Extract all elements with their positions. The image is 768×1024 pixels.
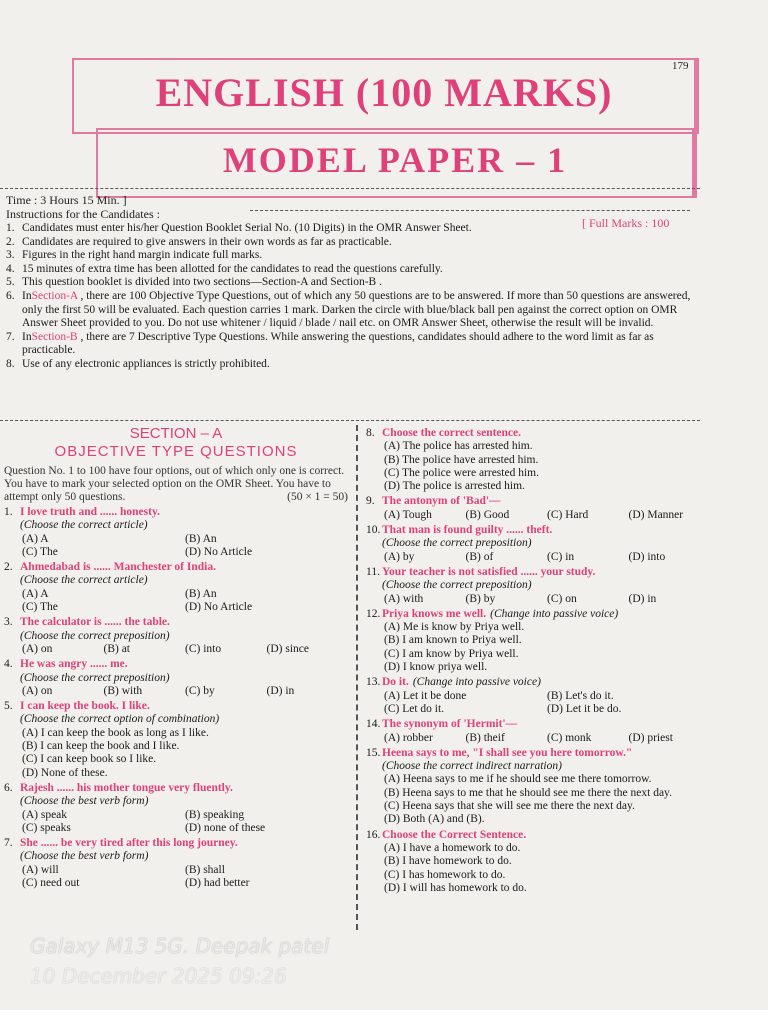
option: (A) by bbox=[384, 550, 415, 563]
question-line bbox=[4, 700, 348, 713]
left-column bbox=[4, 425, 348, 890]
question-text-wrap bbox=[382, 524, 552, 537]
question-item bbox=[4, 837, 348, 890]
question-text-wrap bbox=[382, 718, 517, 731]
options bbox=[22, 727, 348, 780]
instruction-text bbox=[22, 263, 443, 277]
question-instruction: (Choose the correct article) bbox=[20, 519, 148, 532]
option: (B) speaking bbox=[185, 808, 245, 821]
option: (B) The police have arrested him. bbox=[384, 453, 539, 466]
option: (D) into bbox=[628, 550, 666, 563]
option: (A) A bbox=[22, 532, 49, 545]
instruction-body: Candidates must enter his/her Question Booklet Serial No. (10 Digits) in the OMR Answer Sheet. bbox=[22, 222, 472, 234]
option: (A) I can keep the book as long as I like. bbox=[22, 726, 209, 739]
paper-title: ENGLISH (100 MARKS) bbox=[72, 58, 699, 134]
instruction-item bbox=[6, 236, 700, 250]
question-item bbox=[366, 608, 710, 674]
option: (A) with bbox=[384, 592, 424, 605]
options bbox=[22, 533, 348, 560]
option: (B) at bbox=[103, 642, 131, 655]
option: (A) on bbox=[22, 642, 53, 655]
question-text: I can keep the book. I like. bbox=[20, 700, 150, 713]
instruction-text bbox=[22, 236, 392, 250]
question-instruction: (Choose the correct preposition) bbox=[20, 629, 170, 642]
option: (C) into bbox=[185, 642, 222, 655]
question-text-wrap bbox=[20, 782, 233, 795]
question-number: 10. bbox=[366, 524, 381, 537]
instruction-number: 7. bbox=[6, 330, 15, 343]
options bbox=[384, 690, 710, 717]
question-number: 15. bbox=[366, 746, 381, 759]
question-text-wrap bbox=[382, 747, 632, 760]
options bbox=[384, 732, 710, 745]
question-item bbox=[366, 566, 710, 606]
question-text: She ...... be very tired after this long journey. bbox=[20, 837, 238, 850]
instruction-item bbox=[6, 263, 700, 277]
full-marks: [ Full Marks : 100 bbox=[582, 216, 670, 230]
question-line bbox=[366, 427, 710, 440]
option: (A) The police has arrested him. bbox=[384, 440, 533, 453]
options bbox=[22, 809, 348, 836]
question-item bbox=[4, 782, 348, 835]
divider bbox=[0, 188, 700, 189]
question-text: Choose the correct sentence. bbox=[382, 427, 522, 439]
right-column bbox=[366, 425, 710, 895]
question-line bbox=[4, 782, 348, 795]
instruction-prefix: In bbox=[22, 330, 32, 343]
option: (C) I has homework to do. bbox=[384, 868, 506, 881]
question-line bbox=[366, 718, 710, 731]
question-line bbox=[4, 561, 348, 574]
instruction-body: This question booklet is divided into two sections—Section-A and Section-B . bbox=[22, 276, 382, 289]
column-divider bbox=[356, 425, 358, 930]
question-text: The antonym of 'Bad'— bbox=[382, 495, 501, 508]
question-item bbox=[366, 747, 710, 827]
question-text-wrap bbox=[382, 608, 618, 621]
question-line bbox=[366, 608, 710, 621]
options bbox=[22, 685, 348, 698]
question-number: 4. bbox=[4, 658, 13, 671]
instruction-item bbox=[6, 249, 700, 263]
camera-timestamp: 10 December 2025 09:26 bbox=[30, 964, 287, 988]
instruction-number: 8. bbox=[6, 357, 15, 370]
instruction-text bbox=[22, 249, 262, 263]
option: (A) speak bbox=[22, 808, 68, 821]
option: (D) in bbox=[266, 684, 295, 697]
option: (C) The bbox=[22, 545, 58, 558]
question-instruction: (Choose the correct preposition) bbox=[382, 537, 532, 550]
question-text-wrap bbox=[382, 566, 595, 579]
options bbox=[384, 509, 710, 522]
question-text: Your teacher is not satisfied ...... your study. bbox=[382, 565, 596, 578]
question-item bbox=[4, 616, 348, 656]
option: (A) Heena says to me if he should see me there tomorrow. bbox=[384, 773, 652, 786]
option: (C) I am know by Priya well. bbox=[384, 647, 519, 660]
instruction-item bbox=[6, 222, 700, 236]
option: (B) shall bbox=[185, 863, 225, 876]
question-line bbox=[366, 566, 710, 579]
instruction-body: Use of any electronic appliances is strictly prohibited. bbox=[22, 357, 270, 370]
option: (D) in bbox=[628, 592, 657, 605]
question-text-wrap bbox=[20, 700, 150, 713]
questions-right bbox=[366, 427, 710, 895]
option: (B) Let's do it. bbox=[547, 689, 614, 702]
instruction-number: 5. bbox=[6, 276, 15, 289]
option: (B) I can keep the book and I like. bbox=[22, 740, 180, 753]
option: (B) An bbox=[185, 587, 217, 600]
instruction-number: 3. bbox=[6, 249, 15, 262]
option: (C) The police were arrested him. bbox=[384, 466, 539, 479]
question-text-wrap bbox=[382, 427, 521, 440]
instruction-number: 1. bbox=[6, 222, 15, 234]
option: (A) A bbox=[22, 587, 49, 600]
question-text: Heena says to me, "I shall see you here tomorrow." bbox=[382, 746, 633, 759]
question-number: 6. bbox=[4, 781, 13, 794]
options bbox=[384, 842, 710, 895]
question-line bbox=[4, 616, 348, 629]
paper-subtitle: MODEL PAPER – 1 bbox=[96, 128, 697, 198]
option: (C) I can keep book so I like. bbox=[22, 753, 157, 766]
question-instruction: (Choose the correct preposition) bbox=[20, 671, 170, 684]
camera-watermark: Galaxy M13 5G. Deepak patel bbox=[30, 934, 330, 958]
option: (A) will bbox=[22, 863, 59, 876]
instruction-body: , there are 7 Descriptive Type Questions. While answering the questions, candidates should adhere to the word limit as far as practicable. bbox=[22, 330, 654, 357]
option: (B) I have homework to do. bbox=[384, 855, 512, 868]
option: (D) The police is arrested him. bbox=[384, 480, 525, 493]
options bbox=[22, 643, 348, 656]
question-text-wrap bbox=[20, 561, 216, 574]
divider bbox=[250, 210, 690, 211]
question-text-wrap bbox=[382, 829, 526, 842]
instruction-number: 2. bbox=[6, 235, 15, 248]
option: (C) Heena says that she will see me there the next day. bbox=[384, 800, 635, 813]
instruction-item bbox=[6, 290, 700, 331]
question-line bbox=[366, 829, 710, 842]
questions-left bbox=[4, 506, 348, 890]
option: (D) Manner bbox=[628, 508, 684, 521]
question-line bbox=[366, 495, 710, 508]
question-text: Choose the Correct Sentence. bbox=[382, 828, 527, 841]
instruction-text bbox=[22, 290, 700, 331]
instruction-number: 6. bbox=[6, 289, 15, 302]
question-number: 9. bbox=[366, 495, 375, 508]
question-item bbox=[4, 561, 348, 614]
question-text: The synonym of 'Hermit'— bbox=[382, 718, 518, 731]
section-reference: Section-B bbox=[31, 330, 78, 343]
option: (D) No Article bbox=[185, 601, 253, 614]
option: (D) had better bbox=[185, 877, 250, 890]
option: (D) I will has homework to do. bbox=[384, 881, 527, 894]
question-item bbox=[366, 427, 710, 493]
options bbox=[384, 551, 710, 564]
question-number: 14. bbox=[366, 718, 381, 731]
option: (D) No Article bbox=[185, 545, 253, 558]
question-instruction: (Choose the correct indirect narration) bbox=[382, 760, 562, 773]
question-line bbox=[4, 658, 348, 671]
question-text: That man is found guilty ...... theft. bbox=[382, 524, 553, 537]
instruction-item bbox=[6, 331, 700, 358]
option: (C) by bbox=[185, 684, 215, 697]
option: (A) I have a homework to do. bbox=[384, 841, 521, 854]
option: (B) Heena says to me that he should see me there the next day. bbox=[384, 786, 672, 799]
option: (D) Both (A) and (B). bbox=[384, 813, 485, 826]
question-item bbox=[366, 676, 710, 716]
option: (B) of bbox=[465, 550, 494, 563]
options bbox=[22, 588, 348, 615]
question-instruction: (Choose the best verb form) bbox=[20, 795, 149, 808]
instruction-text bbox=[22, 358, 270, 372]
divider bbox=[0, 420, 700, 421]
option: (C) monk bbox=[547, 731, 592, 744]
options bbox=[22, 864, 348, 891]
question-item bbox=[4, 506, 348, 559]
option: (B) An bbox=[185, 532, 217, 545]
option: (C) The bbox=[22, 601, 58, 614]
section-marks: (50 × 1 = 50) bbox=[287, 491, 348, 503]
instruction-body: Candidates are required to give answers in their own words as far as practicable. bbox=[22, 235, 392, 248]
option: (A) Me is know by Priya well. bbox=[384, 621, 525, 634]
question-text-wrap bbox=[382, 495, 501, 508]
option: (C) in bbox=[547, 550, 575, 563]
option: (A) Tough bbox=[384, 508, 432, 521]
time-label: Time : 3 Hours 15 Min. ] bbox=[6, 193, 127, 207]
question-text: I love truth and ...... honesty. bbox=[20, 506, 160, 518]
question-number: 1. bbox=[4, 506, 13, 518]
option: (A) robber bbox=[384, 731, 433, 744]
question-text: Do it. bbox=[382, 676, 409, 689]
question-item bbox=[4, 700, 348, 780]
question-number: 2. bbox=[4, 561, 13, 574]
section-intro bbox=[4, 465, 348, 504]
question-number: 3. bbox=[4, 616, 13, 629]
option: (D) none of these bbox=[185, 821, 266, 834]
option: (C) speaks bbox=[22, 821, 71, 834]
instructions-list bbox=[6, 222, 700, 372]
instruction-number: 4. bbox=[6, 262, 15, 275]
page-number: 179 bbox=[672, 60, 689, 72]
option: (D) since bbox=[266, 642, 309, 655]
question-item bbox=[366, 718, 710, 745]
question-number: 11. bbox=[366, 565, 380, 578]
option: (B) Good bbox=[465, 508, 510, 521]
question-number: 12. bbox=[366, 607, 381, 620]
option: (C) Let do it. bbox=[384, 702, 445, 715]
instruction-text bbox=[22, 222, 472, 236]
instruction-body: 15 minutes of extra time has been allotted for the candidates to read the questions carefully. bbox=[22, 262, 443, 275]
question-instruction: (Choose the correct preposition) bbox=[382, 579, 532, 592]
instructions-heading: Instructions for the Candidates : bbox=[6, 207, 160, 221]
option: (B) I am known to Priya well. bbox=[384, 634, 522, 647]
question-number: 5. bbox=[4, 700, 13, 713]
question-text: Priya knows me well. bbox=[382, 607, 487, 620]
question-text-wrap bbox=[20, 616, 170, 629]
question-line bbox=[4, 837, 348, 850]
question-text: The calculator is ...... the table. bbox=[20, 616, 170, 629]
option: (B) theif bbox=[465, 731, 505, 744]
option: (D) Let it be do. bbox=[547, 702, 622, 715]
option: (C) need out bbox=[22, 877, 80, 890]
question-line bbox=[4, 506, 348, 519]
question-item bbox=[366, 829, 710, 895]
option: (D) None of these. bbox=[22, 766, 108, 779]
question-number: 7. bbox=[4, 837, 13, 850]
question-instruction: (Change into passive voice) bbox=[490, 607, 619, 620]
instruction-item bbox=[6, 276, 700, 290]
question-instruction: (Change into passive voice) bbox=[412, 676, 541, 689]
section-reference: Section-A bbox=[31, 289, 78, 302]
options bbox=[384, 593, 710, 606]
question-text-wrap bbox=[20, 506, 160, 519]
question-line bbox=[366, 676, 710, 689]
question-number: 8. bbox=[366, 427, 375, 439]
question-instruction: (Choose the best verb form) bbox=[20, 850, 149, 863]
question-number: 13. bbox=[366, 676, 381, 689]
option: (A) on bbox=[22, 684, 53, 697]
instruction-body: Figures in the right hand margin indicate full marks. bbox=[22, 249, 263, 262]
section-a-subheading: OBJECTIVE TYPE QUESTIONS bbox=[54, 443, 298, 460]
question-text: Ahmedabad is ...... Manchester of India. bbox=[20, 561, 216, 574]
instruction-body: , there are 100 Objective Type Questions, out of which any 50 questions are to be answered. If more than 50 questions are answered, only the first 50 will be evaluated. Each question carries 1 mark. Darken the circle with blue/black ball pen against the correct option on OMR Answer Sheet provided to you. Do not use whitener / liquid / blade / nail etc. on OMR Answer Sheet, otherwise the result will be invalid. bbox=[22, 289, 691, 330]
question-text-wrap bbox=[382, 676, 541, 689]
question-text: He was angry ...... me. bbox=[20, 658, 128, 671]
option: (B) by bbox=[465, 592, 496, 605]
option: (D) priest bbox=[628, 731, 673, 744]
options bbox=[384, 440, 710, 493]
question-instruction: (Choose the correct option of combination) bbox=[20, 713, 220, 726]
question-text: Rajesh ...... his mother tongue very fluently. bbox=[20, 781, 233, 794]
instruction-prefix: In bbox=[22, 289, 32, 302]
question-line bbox=[366, 747, 710, 760]
options bbox=[384, 773, 710, 826]
question-text-wrap bbox=[20, 837, 238, 850]
option: (C) on bbox=[547, 592, 577, 605]
instruction-item bbox=[6, 358, 700, 372]
option: (C) Hard bbox=[547, 508, 589, 521]
option: (B) with bbox=[103, 684, 143, 697]
section-a-heading: SECTION – A bbox=[129, 425, 223, 442]
question-item bbox=[366, 495, 710, 522]
question-text-wrap bbox=[20, 658, 128, 671]
question-number: 16. bbox=[366, 828, 381, 841]
instruction-text bbox=[22, 331, 700, 358]
instruction-text bbox=[22, 276, 382, 290]
question-instruction: (Choose the correct article) bbox=[20, 574, 148, 587]
options bbox=[384, 621, 710, 674]
question-item bbox=[366, 524, 710, 564]
option: (D) I know priya well. bbox=[384, 661, 488, 674]
question-item bbox=[4, 658, 348, 698]
option: (A) Let it be done bbox=[384, 689, 467, 702]
section-intro-text: Question No. 1 to 100 have four options, out of which only one is correct. You have to mark your selected option on the OMR Sheet. You have to attempt only 50 questions. bbox=[4, 465, 345, 503]
question-line bbox=[366, 524, 710, 537]
